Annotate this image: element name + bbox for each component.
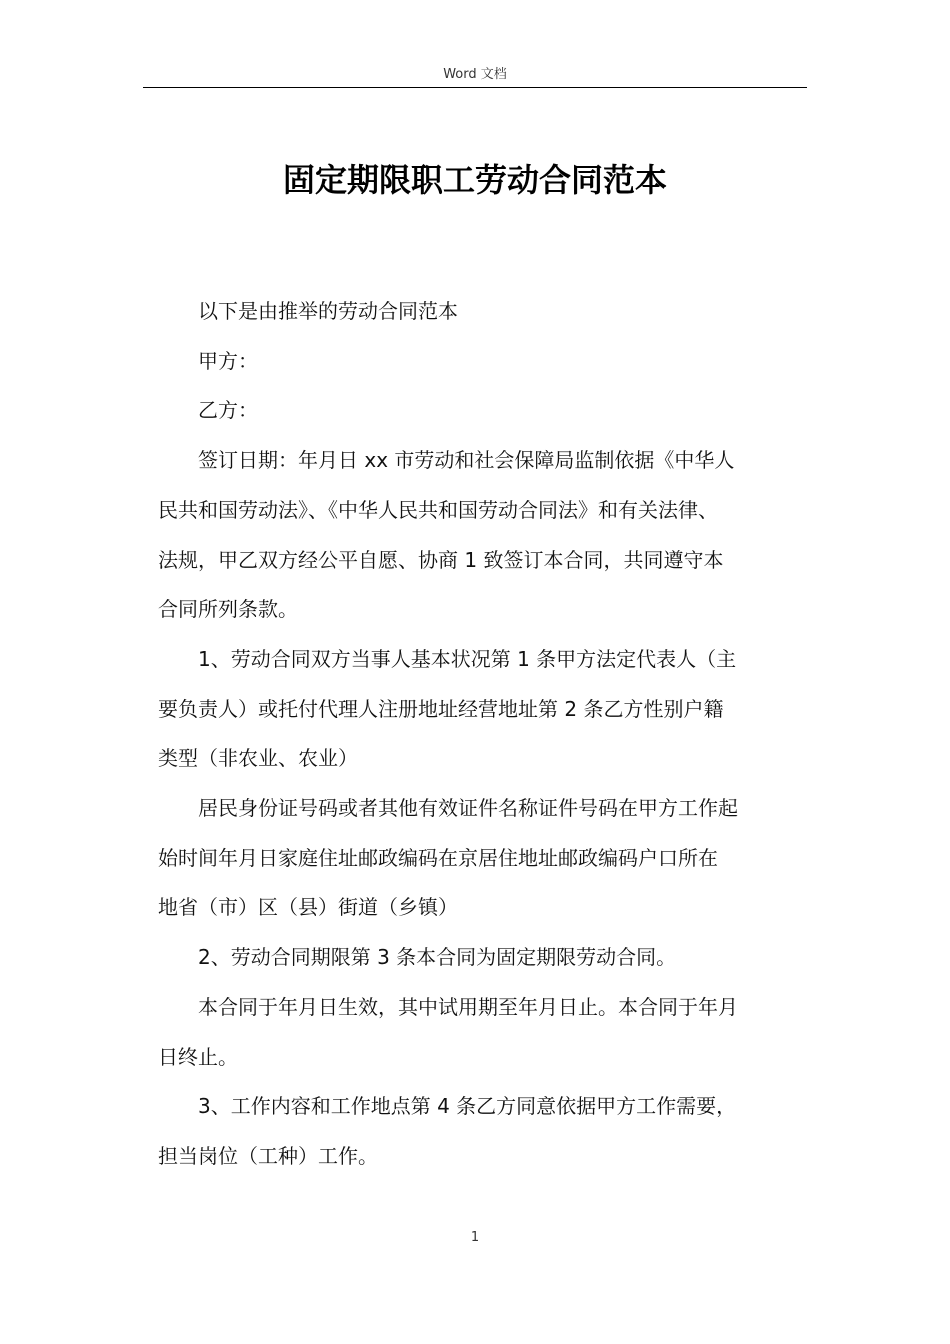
paragraph-line: 签订日期：年月日 xx 市劳动和社会保障局监制依据《中华人 [198,448,735,473]
paragraph-line: 担当岗位（工种）工作。 [158,1143,378,1168]
paragraph-line: 本合同于年月日生效，其中试用期至年月日止。本合同于年月 [198,994,738,1019]
header-divider [143,87,807,88]
paragraph-line: 1、劳动合同双方当事人基本状况第 1 条甲方法定代表人（主 [198,646,737,671]
paragraph-intro [178,287,818,337]
paragraph-line: 甲方： [198,348,258,373]
paragraph-line: 民共和国劳动法》、《中华人民共和国劳动合同法》和有关法律、 [158,497,718,522]
paragraph-line: 2、劳动合同期限第 3 条本合同为固定期限劳动合同。 [198,945,677,970]
paragraph-signing-date [158,436,818,635]
paragraph-section-2 [178,933,818,983]
paragraph-section-3 [158,1082,818,1181]
paragraph-party-b [178,386,818,436]
paragraph-line: 类型（非农业、农业） [158,746,358,771]
document-title: 固定期限职工劳动合同范本 [282,161,667,199]
page-number: 1 [470,1230,480,1245]
paragraph-line: 3、工作内容和工作地点第 4 条乙方同意依据甲方工作需要， [198,1094,737,1119]
page-header-label: Word 文档 [443,67,507,82]
paragraph-line: 居民身份证号码或者其他有效证件名称证件号码在甲方工作起 [198,796,738,821]
paragraph-line: 以下是由推举的劳动合同范本 [198,299,458,323]
paragraph-line: 合同所列条款。 [158,597,298,622]
paragraph-line: 乙方： [198,398,258,423]
paragraph-line: 要负责人）或托付代理人注册地址经营地址第 2 条乙方性别户籍 [158,696,724,721]
paragraph-line: 地省（市）区（县）街道（乡镇） [158,895,458,920]
paragraph-line: 始时间年月日家庭住址邮政编码在京居住地址邮政编码户口所在 [158,845,718,870]
paragraph-party-a [178,337,818,387]
paragraph-line: 日终止。 [158,1044,238,1069]
paragraph-term [158,983,818,1082]
paragraph-line: 法规，甲乙双方经公平自愿、协商 1 致签订本合同，共同遵守本 [158,547,724,572]
document-body [158,287,818,1182]
paragraph-section-1 [158,635,818,784]
paragraph-id-info [158,784,818,933]
